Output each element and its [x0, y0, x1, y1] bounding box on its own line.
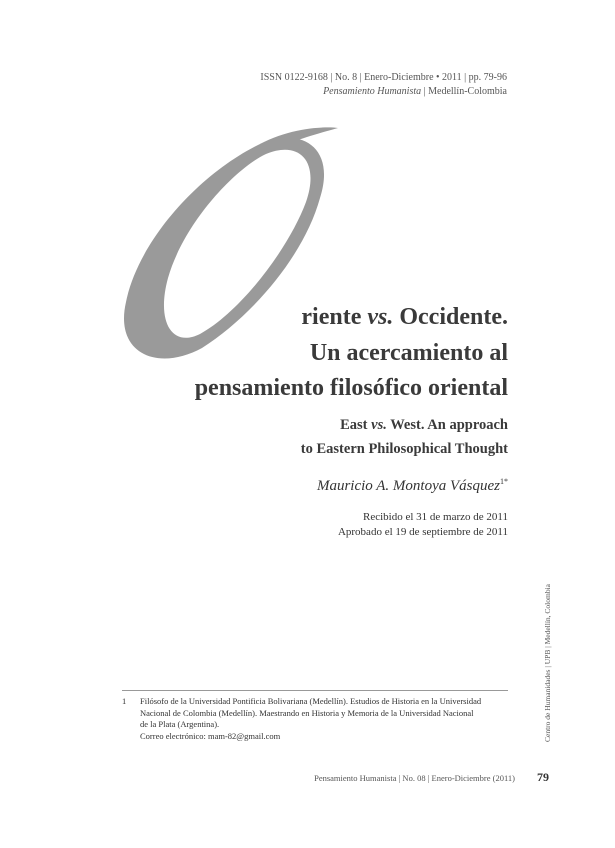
footnote-line: Nacional de Colombia (Medellín). Maestrando en Historia y Memoria de la Universidad Nacional: [140, 707, 474, 718]
page-number: 79: [537, 770, 549, 784]
footnote-divider: [122, 690, 508, 691]
author-name: [317, 477, 508, 495]
footnote-number: 1: [122, 696, 127, 706]
subtitle-text: West. An approach: [386, 417, 508, 433]
side-margin-text: Centro de Humanidades | UPB | Medellín, Colombia: [543, 584, 552, 742]
subtitle-line-2: to Eastern Philosophical Thought: [300, 441, 508, 457]
subtitle-vs: vs.: [371, 417, 387, 433]
title-line-1: [301, 302, 508, 332]
approved-date: Aprobado el 19 de septiembre de 2011: [337, 526, 508, 538]
author-text: Mauricio A. Montoya Vásquez: [316, 478, 500, 494]
footnote-line: de la Plata (Argentina).: [140, 719, 220, 729]
title-text: Occidente.: [393, 304, 508, 330]
title-vs: vs.: [367, 304, 394, 330]
journal-location: | Medellín-Colombia: [421, 86, 507, 97]
journal-header: [323, 86, 507, 97]
footnote: [122, 696, 510, 742]
received-date: Recibido el 31 de marzo de 2011: [363, 511, 508, 523]
running-footer: Pensamiento Humanista | No. 08 | Enero-Diciembre (2011): [314, 773, 515, 783]
title-text: riente: [301, 304, 368, 330]
title-line-2: Un acercamiento al: [309, 340, 508, 366]
journal-name: Pensamiento Humanista: [323, 86, 422, 97]
subtitle-line-1: [340, 415, 508, 435]
footnote-email[interactable]: Correo electrónico: mam-82@gmail.com: [140, 730, 281, 741]
title-line-3: pensamiento filosófico oriental: [194, 375, 508, 401]
footnote-body: [140, 696, 510, 742]
author-footnote-mark[interactable]: 1*: [500, 477, 508, 486]
footnote-line: Filósofo de la Universidad Pontificia Bolivariana (Medellín). Estudios de Historia en la Universidad: [140, 696, 482, 706]
subtitle-text: East: [340, 417, 372, 433]
issn-header: ISSN 0122-9168 | No. 8 | Enero-Diciembre • 2011 | pp. 79-96: [260, 72, 507, 83]
